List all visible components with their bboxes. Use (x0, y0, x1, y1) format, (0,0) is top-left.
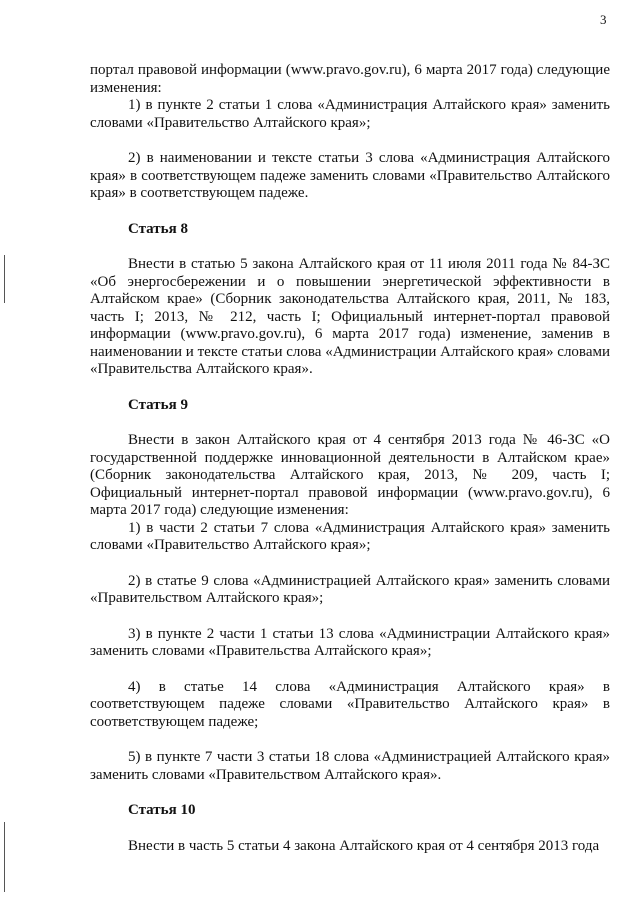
article-9-heading: Статья 9 (128, 396, 188, 413)
article-9-item-5: 5) в пункте 7 части 3 статьи 18 слова «Администрацией Алтайского края» заменить словами «Правительством Алтайского края». (90, 749, 610, 783)
intro-item-2: 2) в наименовании и тексте статьи 3 слова «Администрация Алтайского края» в соответствующем падеже заменить словами «Правительство Алтайского края» в соответствующем падеже. (90, 150, 610, 201)
article-9-item-3: 3) в пункте 2 части 1 статьи 13 слова «Администрации Алтайского края» заменить словами «Правительства Алтайского края»; (90, 625, 610, 659)
intro-item-1: 1) в пункте 2 статьи 1 слова «Администрация Алтайского края» заменить словами «Правительство Алтайского края»; (90, 97, 610, 131)
article-9-text: Внести в закон Алтайского края от 4 сентября 2013 года № 46-ЗС «О государственной поддержке инновационной деятельности в Алтайском крае» (Сборник законодательства Алтайского края, 2013, № 209, часть I; Официальный интернет-портал правовой информации (www.pravo.gov.ru), 6 марта 2017 года) следующие изменения: (90, 432, 610, 518)
article-10-heading: Статья 10 (128, 802, 196, 818)
document-body (90, 62, 610, 855)
article-8-text: Внести в статью 5 закона Алтайского края от 11 июля 2011 года № 84-ЗС «Об энергосбережении и о повышении энергетической эффективности в Алтайском крае» (Сборник законодательства Алтайского края, 2011, № 183, часть I; 2013, № 212, часть I; Официальный интернет-портал правовой информации (www.pravo.gov.ru), 6 марта 2017 года) изменение, заменив в наименовании и тексте статьи слова «Администрации Алтайского края» словами «Правительства Алтайского края». (90, 256, 610, 377)
intro-paragraph: портал правовой информации (www.pravo.gov.ru), 6 марта 2017 года) следующие изменения: (90, 62, 610, 96)
article-9-item-4: 4) в статье 14 слова «Администрация Алтайского края» в соответствующем падеже словами «Правительство Алтайского края» в соответствующем падеже; (90, 678, 610, 730)
article-9-item-2: 2) в статье 9 слова «Администрацией Алтайского края» заменить словами «Правительством Алтайского края»; (90, 572, 610, 606)
scan-edge-mark (4, 822, 5, 892)
article-9-item-1: 1) в части 2 статьи 7 слова «Администрация Алтайского края» заменить словами «Правительство Алтайского края»; (90, 519, 610, 553)
article-10-text: Внести в часть 5 статьи 4 закона Алтайского края от 4 сентября 2013 года (128, 837, 600, 854)
page-number: 3 (600, 12, 607, 27)
scan-edge-mark (4, 255, 5, 303)
article-8-heading: Статья 8 (128, 220, 188, 237)
